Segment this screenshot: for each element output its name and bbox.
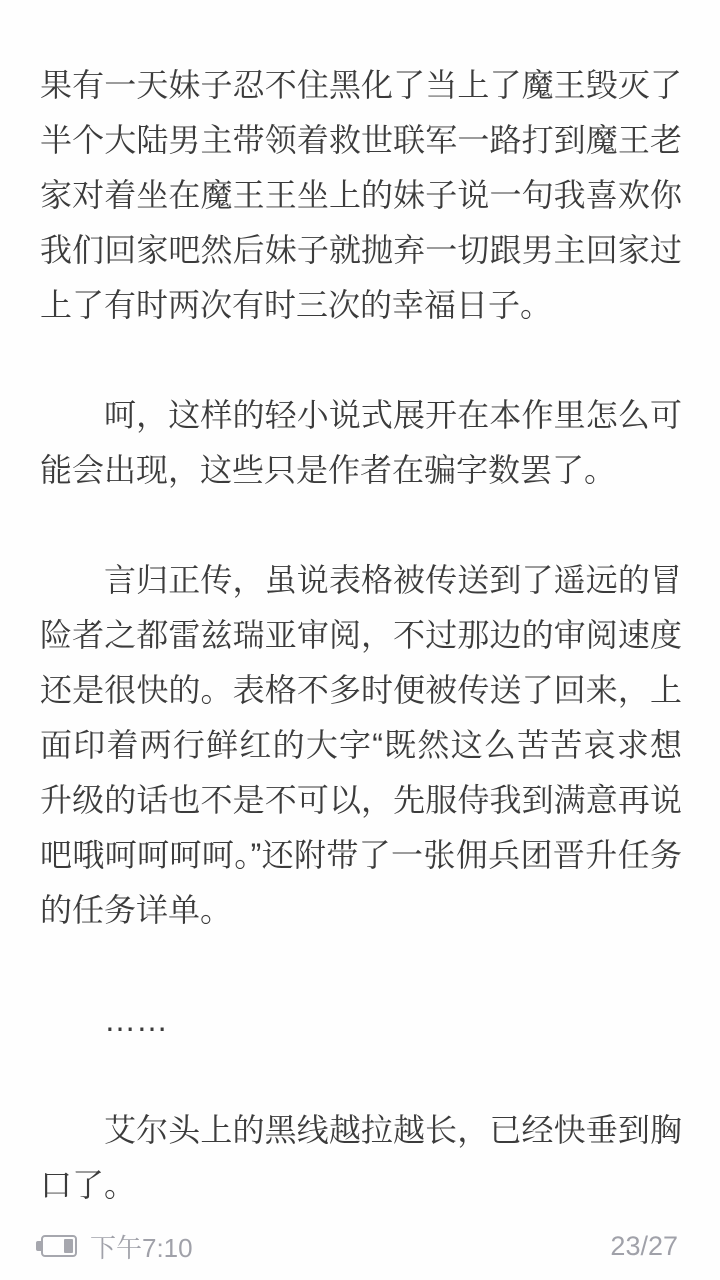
battery-body — [41, 1235, 77, 1257]
battery-low-icon — [36, 1234, 77, 1258]
novel-paragraph: 果有一天妹子忍不住黑化了当上了魔王毁灭了半个大陆男主带领着救世联军一路打到魔王老家对着坐在魔王王坐上的妹子说一句我喜欢你我们回家吧然后妹子就抛弃一切跟男主回家过上了有时两次有时三次的幸福日子。 — [40, 67, 682, 323]
novel-paragraph: 呵，这样的轻小说式展开在本作里怎么可能会出现，这些只是作者在骗字数罢了。 — [40, 397, 682, 488]
battery-fill — [64, 1239, 73, 1253]
novel-paragraph-ellipsis: …… — [104, 1002, 168, 1038]
reader-status-bar — [0, 1228, 720, 1264]
page-indicator: 23/27 — [610, 1230, 678, 1261]
novel-paragraph: 言归正传，虽说表格被传送到了遥远的冒险者之都雷兹瑞亚审阅，不过那边的审阅速度还是很快的。表格不多时便被传送了回来，上面印着两行鲜红的大字“既然这么苦苦哀求想升级的话也不是不可以，先服侍我到满意再说吧哦呵呵呵呵。”还附带了一张佣兵团晋升任务的任务详单。 — [40, 562, 682, 928]
clock-time: 下午7:10 — [90, 1232, 193, 1263]
novel-paragraph: 艾尔头上的黑线越拉越长，已经快垂到胸口了。 — [40, 1112, 682, 1203]
